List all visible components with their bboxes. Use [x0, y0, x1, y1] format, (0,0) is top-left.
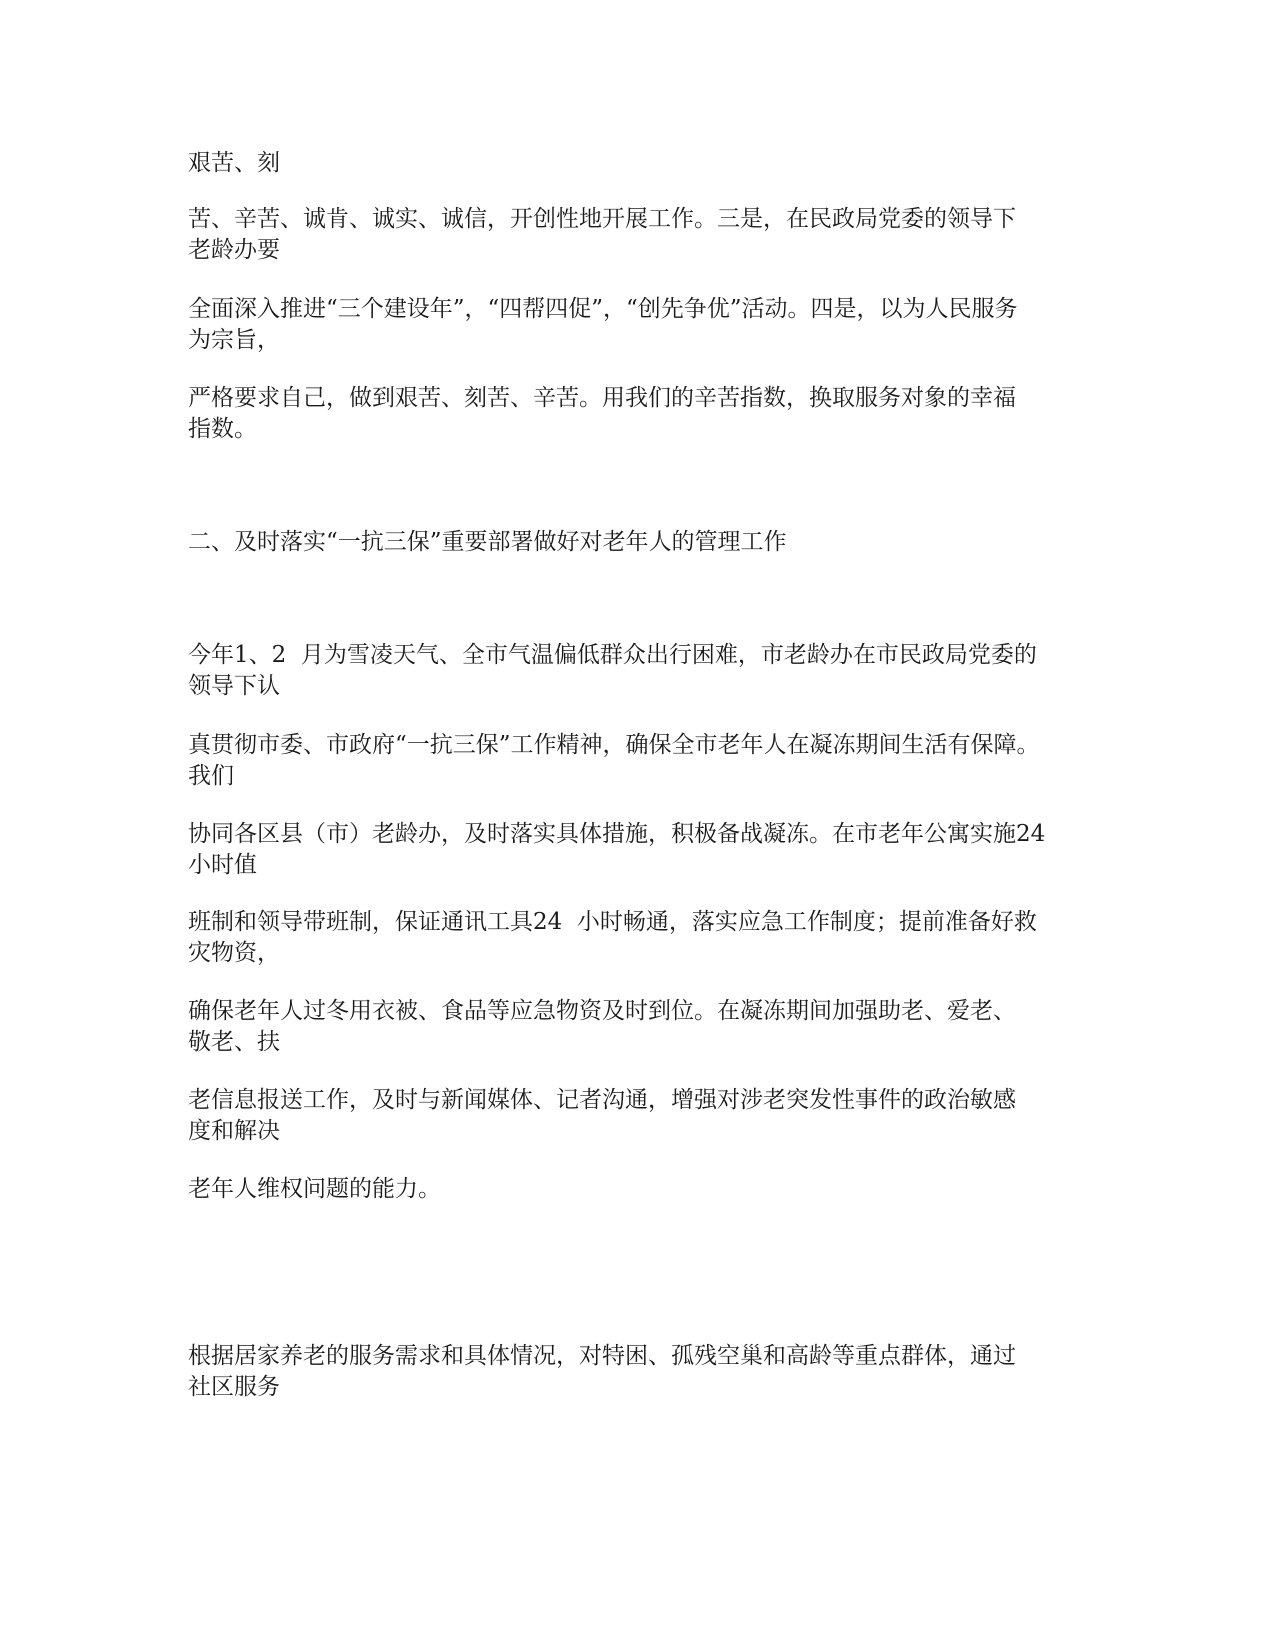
paragraph-6: 真贯彻市委、市政府“一抗三保”工作精神，确保全市老年人在凝冻期间生活有保障。 我们	[188, 732, 1040, 789]
paragraph-12: 根据居家养老的服务需求和具体情况，对特困、孤残空巢和高龄等重点群体，通过 社区服务	[188, 1343, 1016, 1400]
paragraph-10: 老信息报送工作，及时与新闻媒体、记者沟通，增强对涉老突发性事件的政治敏感 度和解决	[188, 1087, 1016, 1144]
section-heading: 二、及时落实“一抗三保”重要部署做好对老年人的管理工作	[188, 529, 787, 555]
paragraph-7: 协同各区县（市）老龄办，及时落实具体措施，积极备战凝冻。在市老年公寓实施24 小时值	[188, 821, 1046, 878]
paragraph-1: 艰苦、刻	[188, 150, 280, 176]
paragraph-9: 确保老年人过冬用衣被、食品等应急物资及时到位。在凝冻期间加强助老、爱老、 敬老、扶	[188, 998, 1016, 1055]
paragraph-11: 老年人维权问题的能力。	[188, 1176, 441, 1202]
paragraph-8: 班制和领导带班制，保证通讯工具24 小时畅通，落实应急工作制度；提前准备好救 灾物资，	[188, 909, 1037, 966]
paragraph-2: 苦、辛苦、诚肯、诚实、诚信，开创性地开展工作。三是，在民政局党委的领导下 老龄办要	[188, 206, 1016, 263]
paragraph-4: 严格要求自己，做到艰苦、刻苦、辛苦。用我们的辛苦指数，换取服务对象的幸福 指数。	[188, 385, 1016, 442]
paragraph-5: 今年1、2 月为雪凌天气、全市气温偏低群众出行困难，市老龄办在市民政局党委的 领导下认	[188, 642, 1037, 699]
paragraph-3: 全面深入推进“三个建设年”，“四帮四促”，“创先争优”活动。四是，以为人民服务 为宗旨，	[188, 296, 1018, 353]
